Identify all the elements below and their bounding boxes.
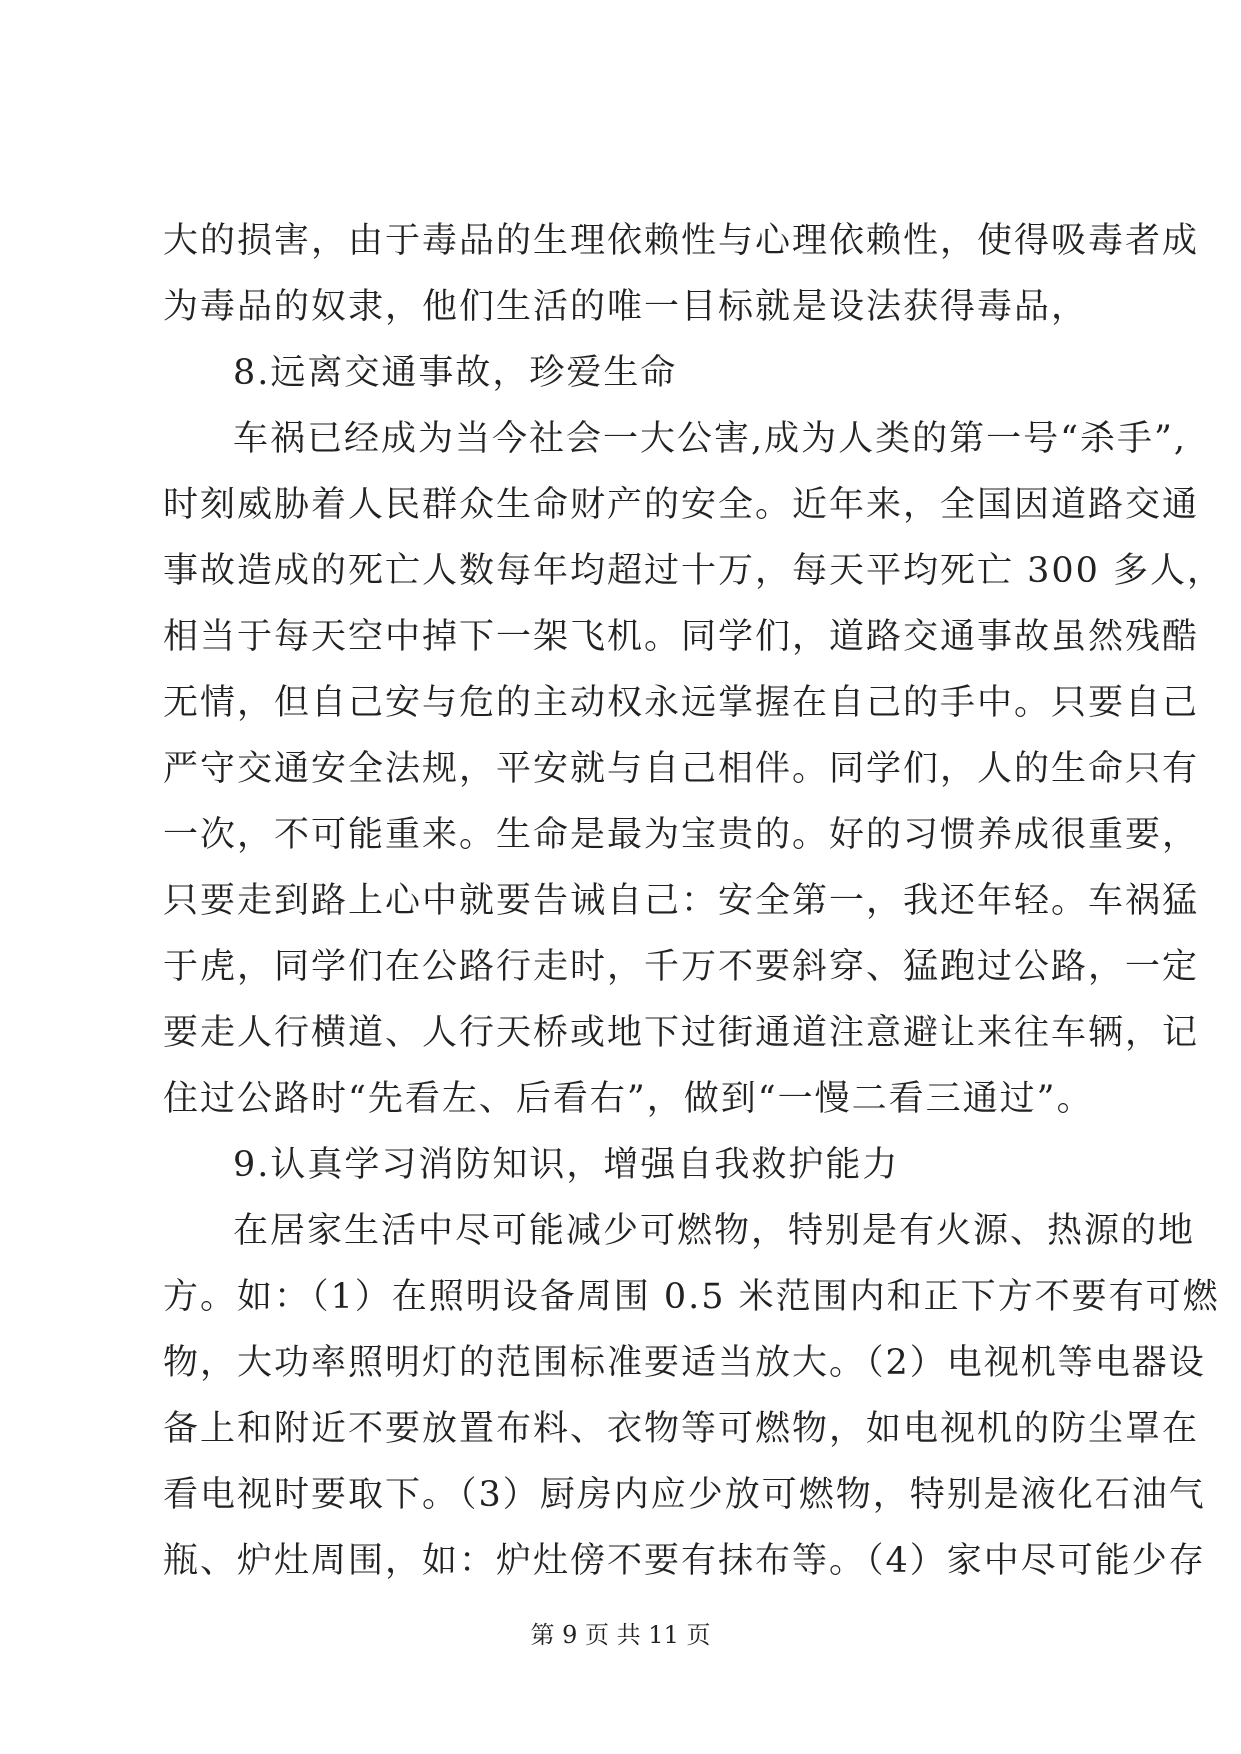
text-line: 看电视时要取下。（3）厨房内应少放可燃物，特别是液化石油气: [163, 1475, 1206, 1515]
section-heading: 8.远离交通事故，珍爱生命: [233, 353, 678, 393]
text-line: 要走人行横道、人行天桥或地下过街通道注意避让来往车辆，记: [163, 1013, 1200, 1053]
text-line: 方。如：（1）在照明设备周围 0.5 米范围内和正下方不要有可燃: [163, 1277, 1220, 1317]
text-line: 物，大功率照明灯的范围标准要适当放大。（2）电视机等电器设: [163, 1343, 1206, 1383]
text-line: 住过公路时“先看左、后看右”，做到“一慢二看三通过”。: [163, 1079, 1094, 1119]
text-line: 车祸已经成为当今社会一大公害,成为人类的第一号“杀手”,: [233, 419, 1188, 459]
text-line: 事故造成的死亡人数每年均超过十万，每天平均死亡 300 多人，: [163, 551, 1225, 591]
text-line: 大的损害，由于毒品的生理依赖性与心理依赖性，使得吸毒者成: [163, 221, 1200, 261]
text-line: 时刻威胁着人民群众生命财产的安全。近年来，全国因道路交通: [163, 485, 1200, 525]
text-line: 备上和附近不要放置布料、衣物等可燃物，如电视机的防尘罩在: [163, 1409, 1200, 1449]
page-number-footer: 第 9 页 共 11 页: [530, 1621, 711, 1649]
section-heading: 9.认真学习消防知识，增强自我救护能力: [233, 1145, 900, 1185]
text-line: 相当于每天空中掉下一架飞机。同学们，道路交通事故虽然残酷: [163, 617, 1200, 657]
text-line: 于虎，同学们在公路行走时，千万不要斜穿、猛跑过公路，一定: [163, 947, 1200, 987]
text-line: 只要走到路上心中就要告诫自己：安全第一，我还年轻。车祸猛: [163, 881, 1200, 921]
text-line: 瓶、炉灶周围，如：炉灶傍不要有抹布等。（4）家中尽可能少存: [163, 1541, 1206, 1581]
text-line: 为毒品的奴隶，他们生活的唯一目标就是设法获得毒品，: [163, 287, 1089, 327]
text-line: 一次，不可能重来。生命是最为宝贵的。好的习惯养成很重要，: [163, 815, 1200, 855]
text-line: 严守交通安全法规，平安就与自己相伴。同学们，人的生命只有: [163, 749, 1200, 789]
text-line: 无情，但自己安与危的主动权永远掌握在自己的手中。只要自己: [163, 683, 1200, 723]
text-line: 在居家生活中尽可能减少可燃物，特别是有火源、热源的地: [233, 1211, 1196, 1251]
